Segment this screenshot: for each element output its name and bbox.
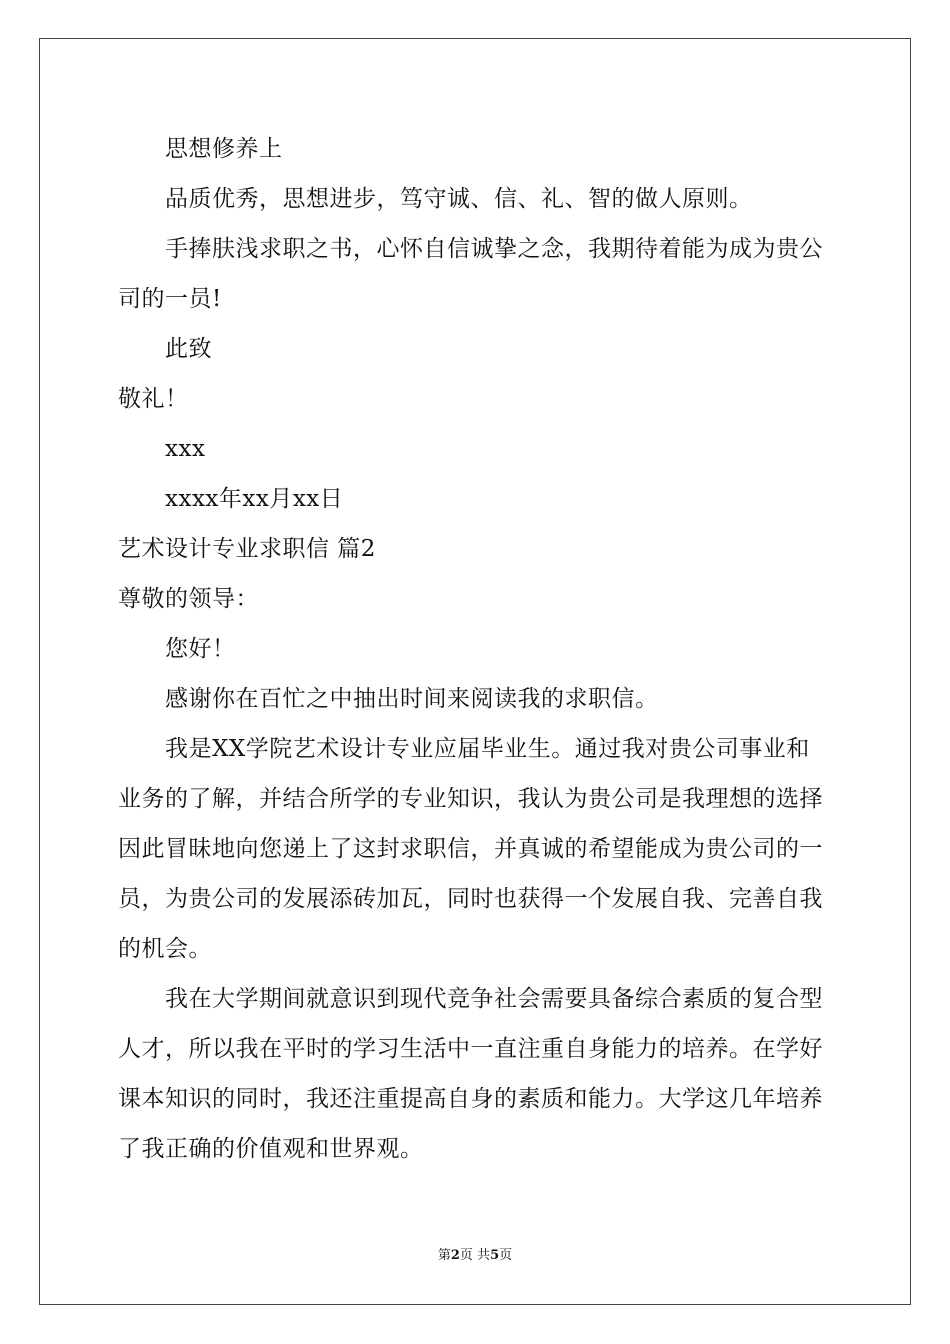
page-border [39,38,911,1305]
paragraph-line: 我是XX学院艺术设计专业应届毕业生。通过我对贵公司事业和 [165,736,810,762]
paragraph-line: 因此冒昧地向您递上了这封求职信，并真诚的希望能成为贵公司的一 [118,836,823,862]
page-suffix: 页 [499,1248,513,1263]
total-pages: 5 [490,1248,500,1263]
closing-line: 此致 [165,336,212,362]
paragraph-line: 我在大学期间就意识到现代竞争社会需要具备综合素质的复合型 [165,986,823,1012]
greeting-line: 您好！ [165,636,236,662]
paragraph-line: 业务的了解，并结合所学的专业知识，我认为贵公司是我理想的选择 [118,786,823,812]
article-title: 艺术设计专业求职信 篇2 [118,536,376,562]
paragraph-line: 了我正确的价值观和世界观。 [118,1136,424,1162]
greeting-line: 尊敬的领导： [118,586,259,612]
current-page: 2 [450,1248,460,1263]
salutation-line: 敬礼！ [118,386,189,412]
paragraph-line: 手捧肤浅求职之书，心怀自信诚挚之念，我期待着能为成为贵公 [165,236,823,262]
section-heading: 思想修养上 [165,136,283,162]
paragraph-line: 的机会。 [118,936,212,962]
page-prefix: 第 [437,1248,451,1263]
paragraph-line: 人才，所以我在平时的学习生活中一直注重自身能力的培养。在学好 [118,1036,823,1062]
paragraph-line: 课本知识的同时，我还注重提高自身的素质和能力。大学这几年培养 [118,1086,823,1112]
paragraph-line: 司的一员! [118,286,222,312]
signature-name: xxx [165,436,206,462]
paragraph-line: 品质优秀，思想进步，笃守诚、信、礼、智的做人原则。 [165,186,753,212]
signature-date: xxxx年xx月xx日 [165,486,344,512]
paragraph-line: 员，为贵公司的发展添砖加瓦，同时也获得一个发展自我、完善自我 [118,886,823,912]
page-number-footer [0,1248,950,1264]
paragraph-line: 感谢你在百忙之中抽出时间来阅读我的求职信。 [165,686,659,712]
page-mid: 页 共 [459,1248,491,1263]
